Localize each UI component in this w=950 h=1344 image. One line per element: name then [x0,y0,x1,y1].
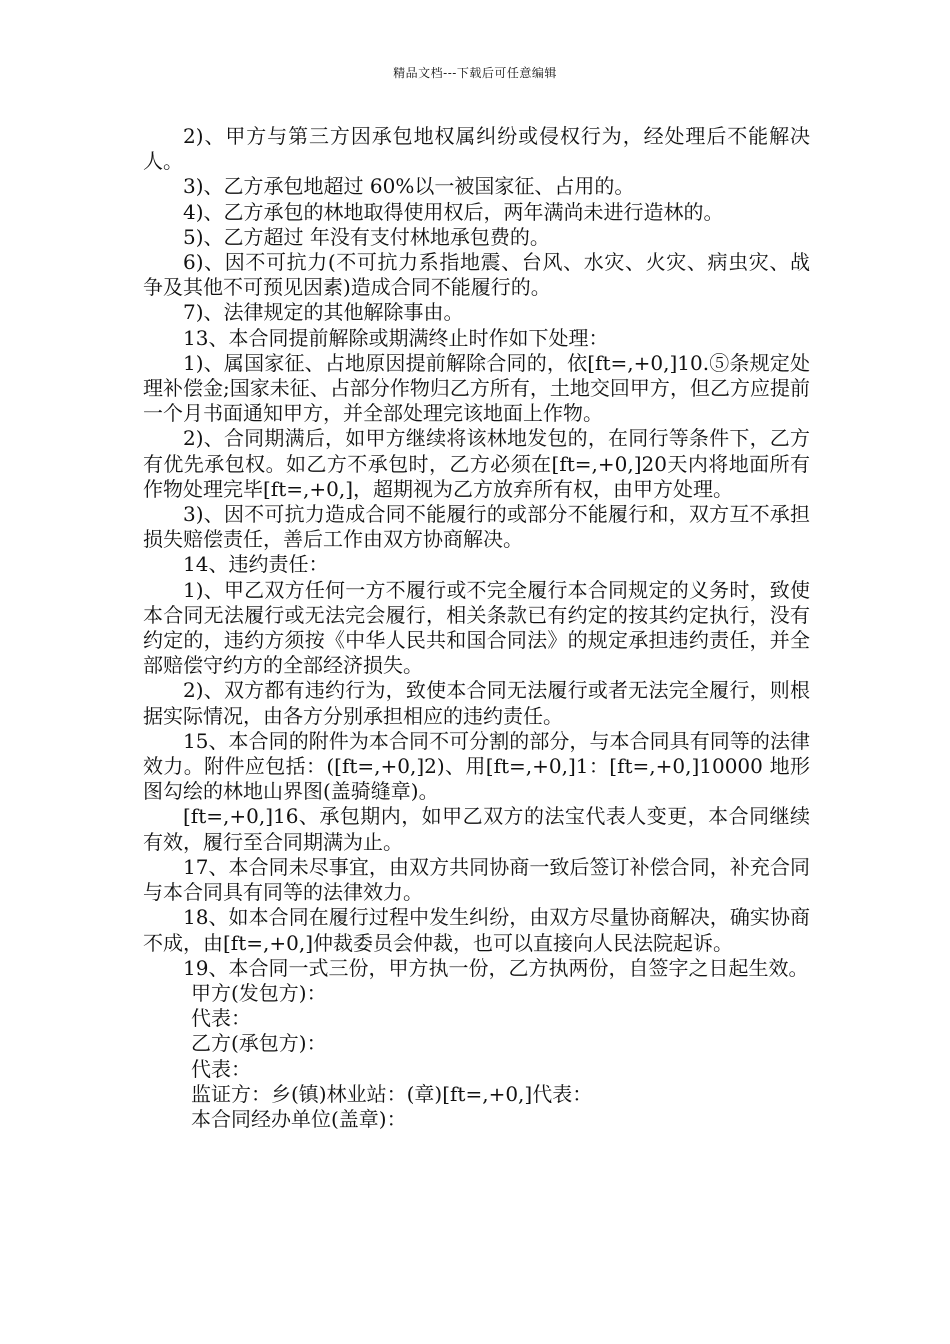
clause-12-item-5: 5)、乙方超过 年没有支付林地承包费的。 [183,224,550,249]
clause-13-heading: 13、本合同提前解除或期满终止时作如下处理： [183,325,609,350]
clause-19: 19、本合同一式三份，甲方执一份，乙方执两份，自签字之日起生效。 [183,955,809,980]
clause-14-item-2: 2)、双方都有违约行为，致使本合同无法履行或者无法完全履行，则根据实际情况，由各方分别承担相应的违约责任。 [143,678,810,728]
clause-12-item-4: 4)、乙方承包的林地取得使用权后，两年满尚未进行造林的。 [183,199,724,224]
party-a-label: 甲方(发包方)： [191,980,327,1005]
party-a-representative-label: 代表： [191,1006,251,1031]
clause-15: 15、本合同的附件为本合同不可分割的部分，与本合同具有同等的法律效力。附件应包括：([ft=,+0,]2)、用[ft=,+0,]1：[ft=,+0,]10000 地形图勾绘的林地山界图(盖骑缝章)。 [143,728,810,804]
clause-12-item-7: 7)、法律规定的其他解除事由。 [183,300,464,325]
clause-16: [ft=,+0,]16、承包期内，如甲乙双方的法宝代表人变更，本合同继续有效，履行至合同期满为止。 [143,804,810,854]
party-b-label: 乙方(承包方)： [191,1031,327,1056]
handling-unit-label: 本合同经办单位(盖章)： [191,1106,407,1131]
clause-13-item-1: 1)、属国家征、占地原因提前解除合同的，依[ft=,+0,]10.⑤条规定处理补偿金;国家未征、占部分作物归乙方所有，土地交回甲方，但乙方应提前一个月书面通知甲方，并全部处理完该地面上作物。 [143,350,810,426]
clause-12-item-6: 6)、因不可抗力(不可抗力系指地震、台风、水灾、火灾、病虫灾、战争及其他不可预见因素)造成合同不能履行的。 [143,250,810,300]
clause-12-item-2: 2)、甲方与第三方因承包地权属纠纷或侵权行为，经处理后不能解决人。 [143,124,810,174]
clause-18: 18、如本合同在履行过程中发生纠纷，由双方尽量协商解决，确实协商不成，由[ft=,+0,]仲裁委员会仲裁，也可以直接向人民法院起诉。 [143,905,810,955]
witness-label: 监证方：乡(镇)林业站：(章)[ft=,+0,]代表： [191,1081,593,1106]
clause-13-item-2: 2)、合同期满后，如甲方继续将该林地发包的，在同行等条件下，乙方有优先承包权。如乙方不承包时，乙方必须在[ft=,+0,]20天内将地面所有作物处理完毕[ft=,+0,]，超期视为乙方放弃所有权，由甲方处理。 [143,426,810,501]
page-header: 精品文档---下载后可任意编辑 [393,66,557,80]
party-b-representative-label: 代表： [191,1056,251,1081]
clause-14-heading: 14、违约责任： [183,552,329,577]
document-body [143,124,810,1132]
clause-17: 17、本合同未尽事宜，由双方共同协商一致后签订补偿合同，补充合同与本合同具有同等的法律效力。 [143,854,810,905]
clause-14-item-1: 1)、甲乙双方任何一方不履行或不完全履行本合同规定的义务时，致使本合同无法履行或无法完会履行，相关条款已有约定的按其约定执行，没有约定的，违约方须按《中华人民共和国合同法》的规定承担违约责任，并全部赔偿守约方的全部经济损失。 [143,577,810,678]
clause-12-item-3: 3)、乙方承包地超过 60%以一被国家征、占用的。 [183,174,635,199]
clause-13-item-3: 3)、因不可抗力造成合同不能履行的或部分不能履行和，双方互不承担损失赔偿责任，善后工作由双方协商解决。 [143,502,810,552]
